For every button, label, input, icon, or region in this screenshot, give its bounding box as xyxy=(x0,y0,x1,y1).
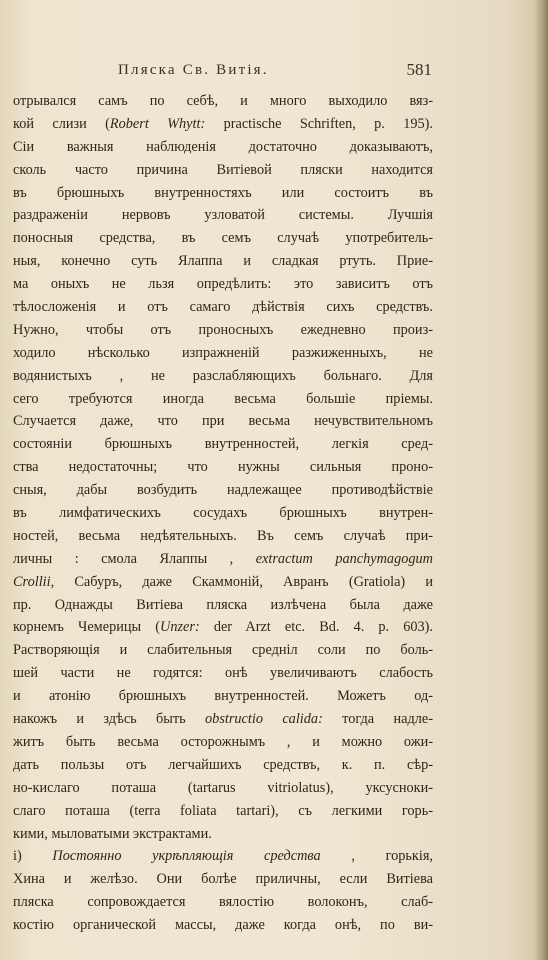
text-run: Нужно, чтобы отъ проносныхъ ежедневно произ- xyxy=(13,321,433,338)
text-run: житъ быть весьма осторожнымъ , и можно ожи- xyxy=(13,733,433,750)
text-run: отрывался самъ по себѣ, и много выходило вяз- xyxy=(13,93,433,109)
text-run: но-кислаго поташа (tartarus vitriolatus), уксусноки- xyxy=(13,779,433,796)
text-line xyxy=(13,410,433,433)
text-run: личны : смола Ялаппы , xyxy=(13,550,256,567)
page-number: 581 xyxy=(406,60,432,79)
italic-run: Crollii, xyxy=(13,573,55,590)
text-line xyxy=(13,845,433,868)
text-line xyxy=(13,777,433,800)
text-run: Растворяющія и слабительныя средніл соли по боль- xyxy=(13,642,433,659)
text-line xyxy=(13,754,433,777)
text-line xyxy=(13,868,433,891)
text-line xyxy=(13,113,433,136)
text-run: корнемъ Чемерицы ( xyxy=(13,619,160,636)
text-line xyxy=(13,433,433,456)
text-line xyxy=(13,548,433,571)
text-line xyxy=(13,319,433,342)
text-line xyxy=(13,800,433,823)
text-line xyxy=(13,365,433,388)
text-line xyxy=(13,914,433,937)
text-line xyxy=(13,456,433,479)
text-run: кими, мыловатыми экстрактами. xyxy=(13,825,212,842)
text-run: Случается даже, что при весьма нечувствительномъ xyxy=(13,413,433,430)
text-run: Сіи важныя наблюденія достаточно доказываютъ, xyxy=(13,138,433,155)
text-run: слаго поташа (terra foliata tartari), съ легкими горь- xyxy=(13,802,433,819)
text-line xyxy=(13,273,433,296)
italic-run: Robert Whytt: xyxy=(109,115,206,132)
text-line xyxy=(13,594,433,617)
text-run: ства недостаточны; что нужны сильныя проно- xyxy=(13,459,433,476)
text-line xyxy=(13,204,433,227)
text-run: тѣлосложенія и отъ самаго дѣйствія сихъ средствъ. xyxy=(13,299,433,316)
text-run: и атонію брюшныхъ внутренностей. Можетъ од- xyxy=(13,688,433,705)
text-run: ма оныхъ не льзя опредѣлить: это зависитъ отъ xyxy=(13,276,433,293)
text-run: ностей, весьма недѣятельныхъ. Въ семъ случаѣ при- xyxy=(13,527,433,544)
text-run: сколь часто причина Витіевой пляски находится xyxy=(13,161,433,178)
text-line xyxy=(13,388,433,411)
text-line xyxy=(13,639,433,662)
text-run: въ брюшныхъ внутренностяхъ или состоитъ въ xyxy=(13,184,433,201)
text-run: Хина и желѣзо. Они болѣе приличны, если Витіева xyxy=(13,871,433,888)
text-run: состояніи брюшныхъ внутренностей, легкія сред- xyxy=(13,436,433,453)
text-run: i) xyxy=(13,848,53,865)
text-line xyxy=(13,182,433,205)
text-line xyxy=(13,296,433,319)
body-text xyxy=(13,90,433,937)
text-run: дать пользы отъ легчайшихъ средствъ, к. п. сѣр- xyxy=(13,756,433,773)
text-line xyxy=(13,823,433,846)
text-line xyxy=(13,662,433,685)
text-run: ходило нѣсколько изпражненій разжиженныхъ, не xyxy=(13,344,433,361)
text-line xyxy=(13,90,433,113)
text-line xyxy=(13,342,433,365)
text-run: накожъ и здѣсь быть xyxy=(13,711,206,728)
text-line xyxy=(13,479,433,502)
text-line xyxy=(13,685,433,708)
italic-run: Unzer: xyxy=(160,619,200,636)
text-run: сего требуются иногда весьма большіе пріемы. xyxy=(13,390,433,407)
text-line xyxy=(13,502,433,525)
text-line xyxy=(13,891,433,914)
text-line xyxy=(13,250,433,273)
text-run: кой слизи ( xyxy=(13,115,110,132)
text-run: ныя, конечно суть Ялаппа и сладкая ртуть. Прие- xyxy=(13,253,433,270)
text-run: , горькія, xyxy=(320,848,433,865)
text-run: раздраженіи нервовъ узловатой системы. Лучшія xyxy=(13,207,433,224)
italic-run: Постоянно укрѣпляющія средства xyxy=(52,848,321,865)
text-run: поносныя средства, въ семъ случаѣ употребитель- xyxy=(13,230,433,247)
text-line xyxy=(13,731,433,754)
text-line xyxy=(13,136,433,159)
text-run: сныя, дабы возбудить надлежащее противодѣйствіе xyxy=(13,482,433,499)
text-run: пляска сопровождается вялостію волоконъ, слаб- xyxy=(13,894,433,911)
text-line xyxy=(13,571,433,594)
text-run: Сабуръ, даже Скаммоній, Авранъ (Gratiola) и xyxy=(54,573,433,590)
text-run: тогда надле- xyxy=(322,711,433,728)
text-line xyxy=(13,159,433,182)
text-run: въ лимфатическихъ сосудахъ брюшныхъ внутрен- xyxy=(13,505,433,522)
text-run: шей части не годятся: онѣ увеличиваютъ слабость xyxy=(13,665,433,682)
running-head: Пляска Св. Витія. xyxy=(118,62,269,78)
text-run: practische Schriften, p. 195). xyxy=(205,115,433,132)
page-edge-shadow xyxy=(534,0,548,960)
text-run: костію органической массы, даже когда онѣ, по ви- xyxy=(13,917,433,934)
text-line xyxy=(13,708,433,731)
text-line xyxy=(13,616,433,639)
text-run: пр. Однажды Витіева пляска излѣчена была даже xyxy=(13,596,433,613)
text-line xyxy=(13,525,433,548)
text-run: водянистыхъ , не разслабляющихъ больнаго. Для xyxy=(13,367,433,384)
text-line xyxy=(13,227,433,250)
italic-run: extractum panchymagogum xyxy=(255,550,433,567)
italic-run: obstructio calida: xyxy=(205,711,323,728)
text-run: der Arzt etc. Bd. 4. p. 603). xyxy=(199,619,433,636)
